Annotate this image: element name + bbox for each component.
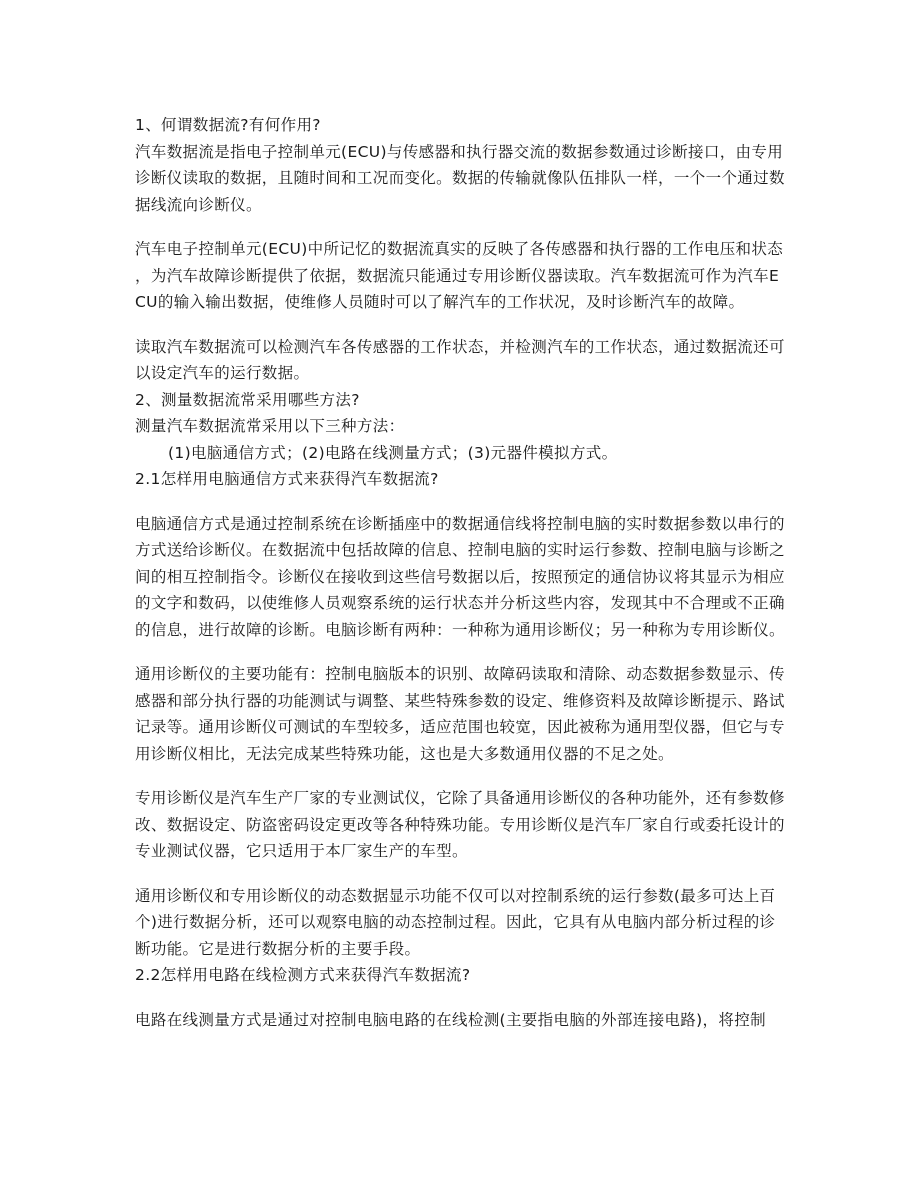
text-line: 感器和部分执行器的功能测试与调整、某些特殊参数的设定、维修资料及故障诊断提示、路试: [135, 691, 785, 710]
text-line: 的文字和数码，以使维修人员观察系统的运行状态并分析这些内容，发现其中不合理或不正确: [135, 594, 785, 612]
text-line: CU的输入输出数据，使维修人员随时可以了解汽车的工作状况，及时诊断汽车的故障。: [135, 293, 745, 311]
text-line: ，为汽车故障诊断提供了依据，数据流只能通过专用诊断仪器读取。汽车数据流可作为汽车E: [135, 266, 780, 285]
text-line: 改、数据设定、防盗密码设定更改等各种特殊功能。专用诊断仪是汽车厂家自行或委托设计的: [135, 815, 785, 834]
text-line: 间的相互控制指令。诊断仪在接收到这些信号数据以后，按照预定的通信协议将其显示为相应: [135, 567, 785, 586]
paragraph-gap: [135, 865, 785, 883]
paragraph-gap: [135, 643, 785, 661]
paragraph: [135, 139, 785, 219]
text-line: 记录等。通用诊断仪可测试的车型较多，适应范围也较宽，因此被称为通用型仪器，但它与专: [135, 718, 785, 736]
text-line: 2.1怎样用电脑通信方式来获得汽车数据流?: [135, 470, 439, 488]
text-line: 1、何谓数据流?有何作用?: [135, 116, 321, 134]
text-line: 测量汽车数据流常采用以下三种方法：: [135, 417, 405, 435]
method-list: [135, 440, 785, 467]
text-line: 汽车数据流是指电子控制单元(ECU)与传感器和执行器交流的数据参数通过诊断接口，由专用: [135, 142, 784, 161]
text-line: 断功能。它是进行数据分析的主要手段。: [135, 939, 421, 958]
text-line: 电脑通信方式是通过控制系统在诊断插座中的数据通信线将控制电脑的实时数据参数以串行的: [135, 514, 785, 533]
text-line: 方式送给诊断仪。在数据流中包括故障的信息、控制电脑的实时运行参数、控制电脑与诊断之: [135, 541, 785, 559]
paragraph: [135, 236, 785, 316]
paragraph-gap: [135, 316, 785, 334]
paragraph: [135, 661, 785, 767]
paragraph: [135, 334, 785, 387]
paragraph: [135, 413, 785, 440]
text-line: 汽车电子控制单元(ECU)中所记忆的数据流真实的反映了各传感器和执行器的工作电压和状态: [135, 240, 784, 258]
text-line: 用诊断仪相比，无法完成某些特殊功能，这也是大多数通用仪器的不足之处。: [135, 744, 674, 763]
paragraph: [135, 883, 785, 963]
paragraph: [135, 785, 785, 865]
text-line: 通用诊断仪的主要功能有：控制电脑版本的识别、故障码读取和清除、动态数据参数显示、传: [135, 665, 785, 683]
section-heading: [135, 962, 785, 989]
text-line: 据线流向诊断仪。: [135, 195, 262, 214]
paragraph-gap: [135, 989, 785, 1007]
text-line: 专业测试仪器，它只适用于本厂家生产的车型。: [135, 842, 468, 860]
paragraph: [135, 1007, 785, 1034]
text-line: 电路在线测量方式是通过对控制电脑电路的在线检测(主要指电脑的外部连接电路)，将控制: [135, 1010, 766, 1029]
text-line: 2、测量数据流常采用哪些方法?: [135, 390, 360, 409]
section-heading: [135, 112, 785, 139]
paragraph-gap: [135, 493, 785, 511]
paragraph-gap: [135, 767, 785, 785]
text-line: 通用诊断仪和专用诊断仪的动态数据显示功能不仅可以对控制系统的运行参数(最多可达上百: [135, 886, 776, 905]
document-page: [135, 112, 785, 1033]
text-line: 读取汽车数据流可以检测汽车各传感器的工作状态，并检测汽车的工作状态，通过数据流还可: [135, 337, 785, 356]
section-heading: [135, 387, 785, 414]
paragraph: [135, 511, 785, 644]
text-line: 以设定汽车的运行数据。: [135, 364, 310, 382]
text-line: 个)进行数据分析，还可以观察电脑的动态控制过程。因此，它具有从电脑内部分析过程的诊: [135, 913, 776, 931]
text-line: 2.2怎样用电路在线检测方式来获得汽车数据流?: [135, 966, 471, 984]
text-line: 的信息，进行故障的诊断。电脑诊断有两种：一种称为通用诊断仪；另一种称为专用诊断仪。: [135, 620, 785, 639]
text-line: 诊断仪读取的数据，且随时间和工况而变化。数据的传输就像队伍排队一样，一个一个通过数: [135, 169, 785, 187]
text-line: 专用诊断仪是汽车生产厂家的专业测试仪，它除了具备通用诊断仪的各种功能外，还有参数修: [135, 789, 785, 807]
section-heading: [135, 466, 785, 493]
text-line: (1)电脑通信方式；(2)电路在线测量方式；(3)元器件模拟方式。: [168, 443, 618, 462]
paragraph-gap: [135, 218, 785, 236]
